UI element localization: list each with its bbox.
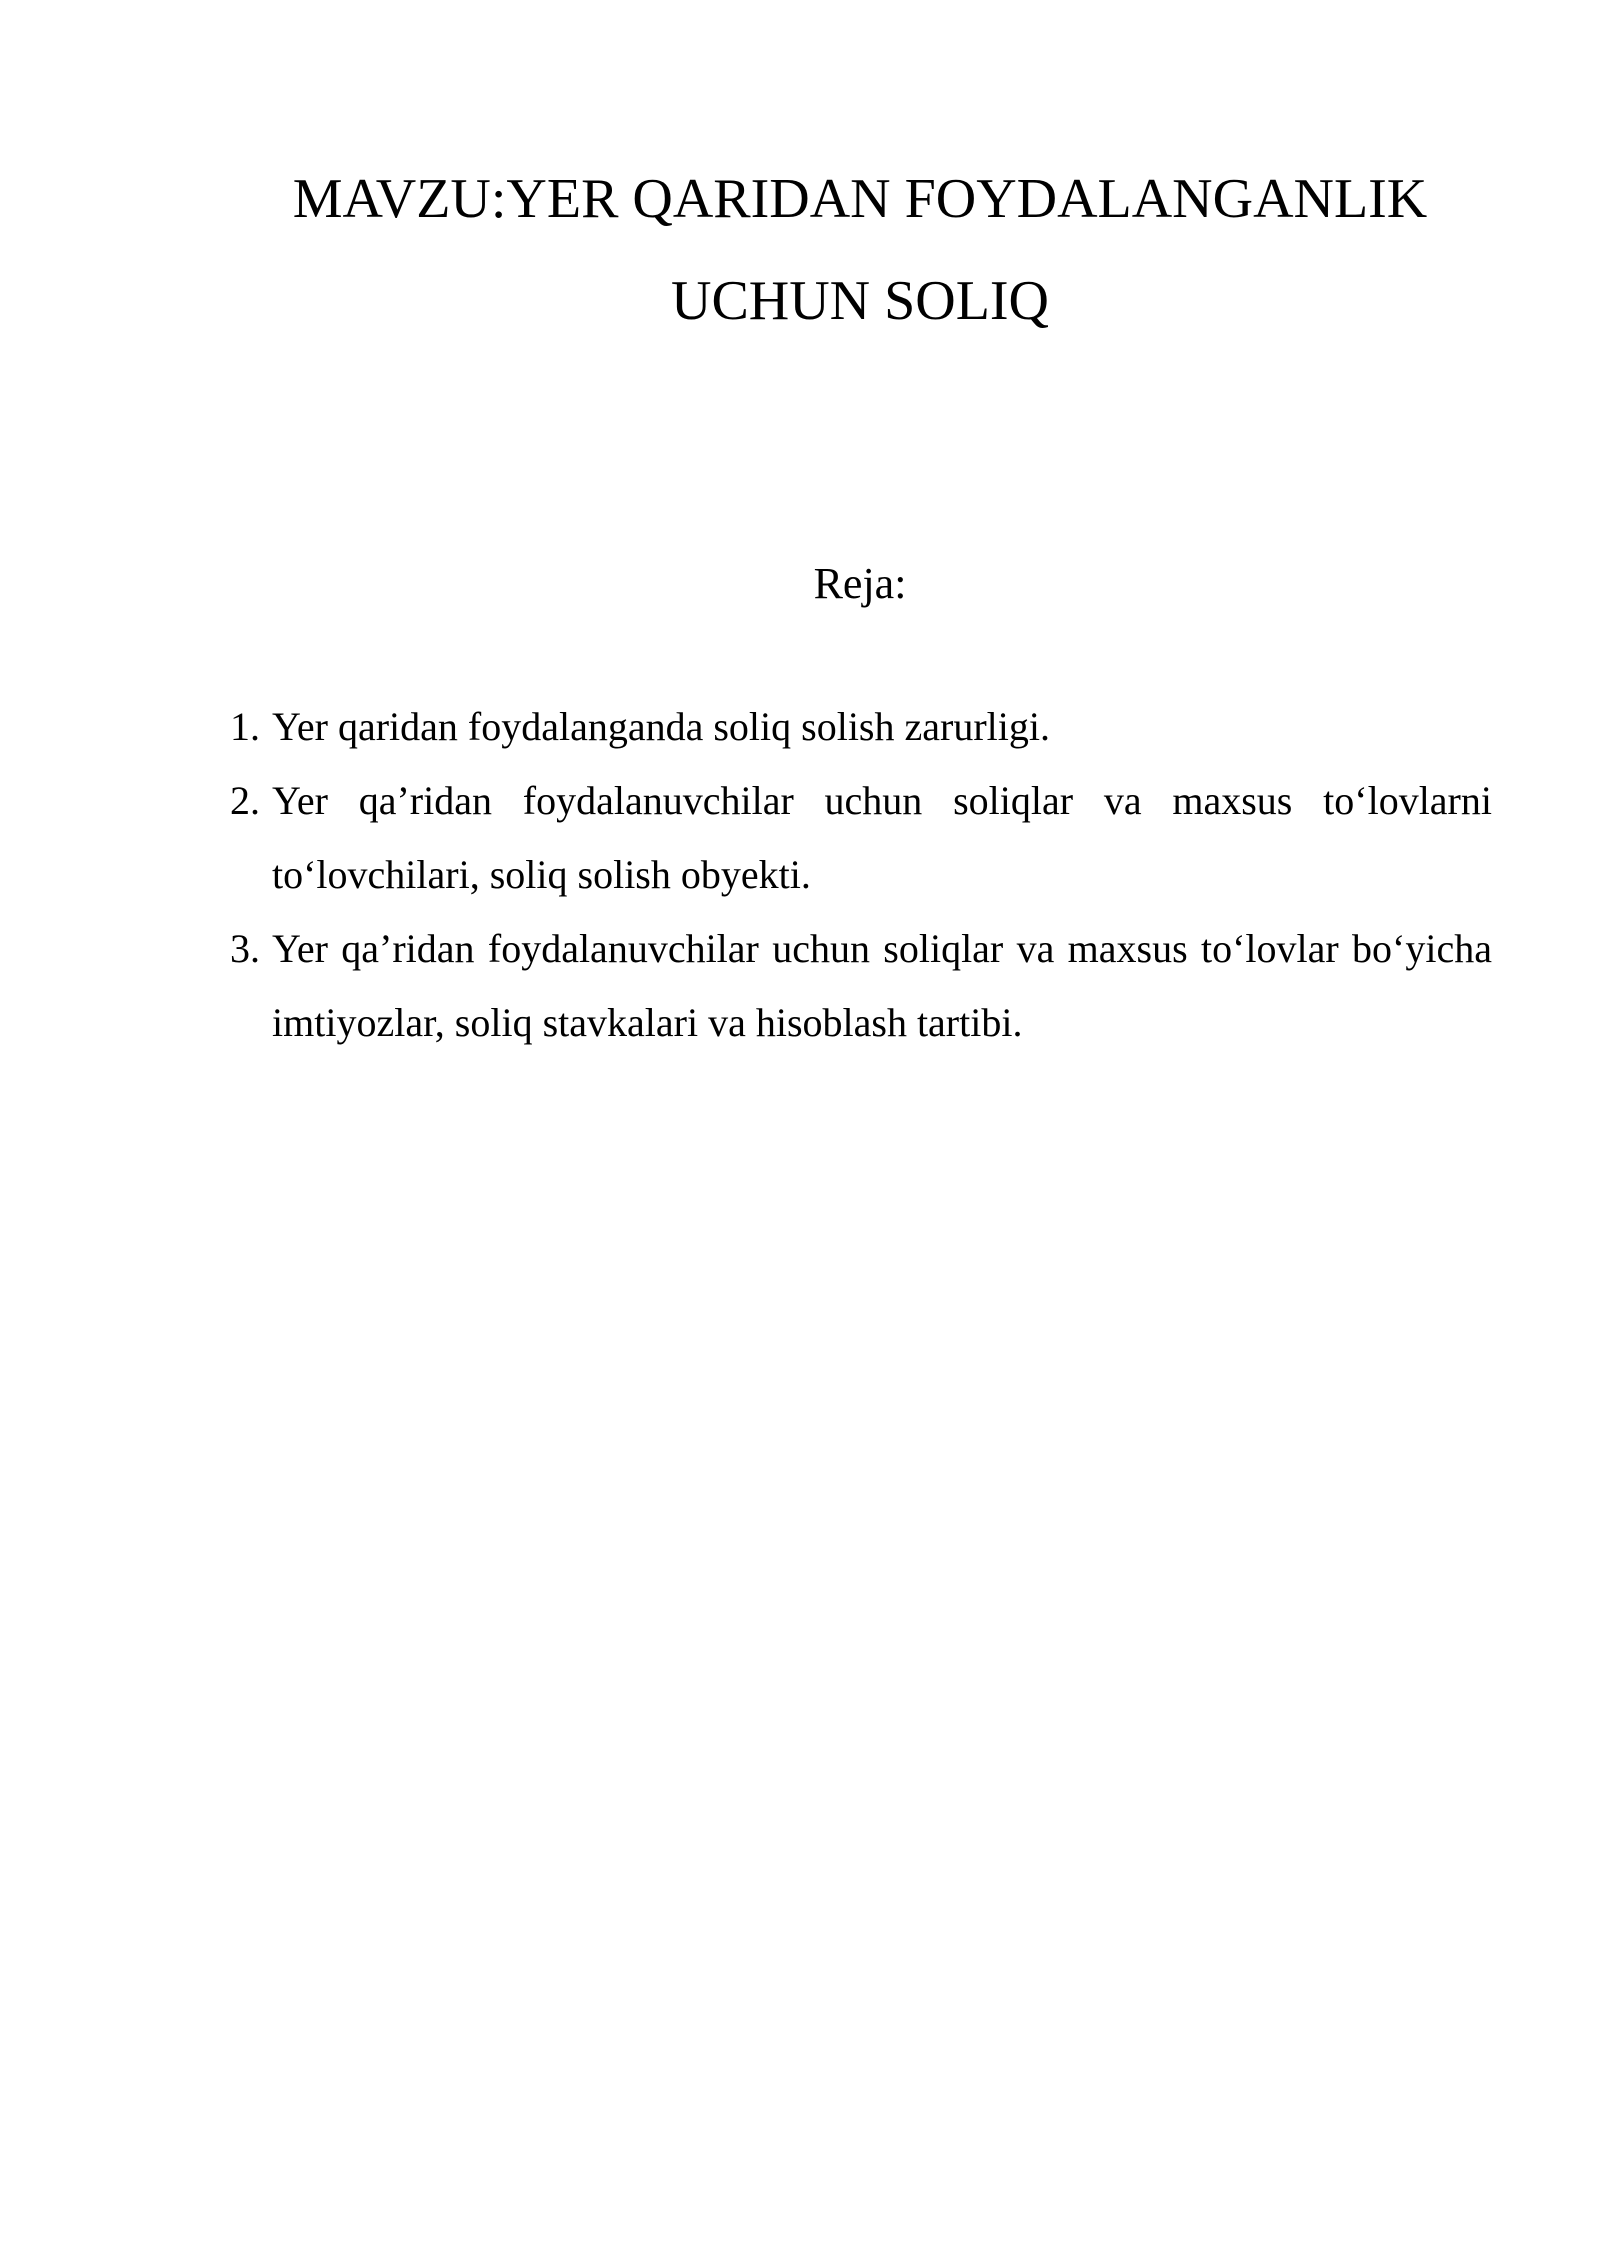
document-title bbox=[230, 148, 1490, 352]
plan-item-text: Yer qa’ridan foydalanuvchilar uchun soliqlar va maxsus to‘lovlar bo‘yicha imtiyozlar, soliq stavkalari va hisoblash tartibi. bbox=[272, 926, 1492, 1045]
title-line-1: MAVZU:YER QARIDAN FOYDALANGANLIK bbox=[292, 168, 1428, 230]
plan-heading: Reja: bbox=[813, 559, 907, 608]
plan-item-number: 1. bbox=[230, 704, 260, 749]
plan-item-number: 2. bbox=[230, 778, 260, 823]
plan-item-text: Yer qa’ridan foydalanuvchilar uchun soliqlar va maxsus to‘lovlarni to‘lovchilari, soliq solish obyekti. bbox=[272, 778, 1492, 897]
plan-list bbox=[230, 690, 1492, 1060]
plan-item-number: 3. bbox=[230, 926, 260, 971]
title-line-2: UCHUN SOLIQ bbox=[671, 270, 1049, 332]
plan-item-2 bbox=[230, 764, 1492, 912]
plan-item-1 bbox=[230, 690, 1492, 764]
plan-item-3 bbox=[230, 912, 1492, 1060]
plan-item-text: Yer qaridan foydalanganda soliq solish zarurligi. bbox=[272, 704, 1050, 749]
